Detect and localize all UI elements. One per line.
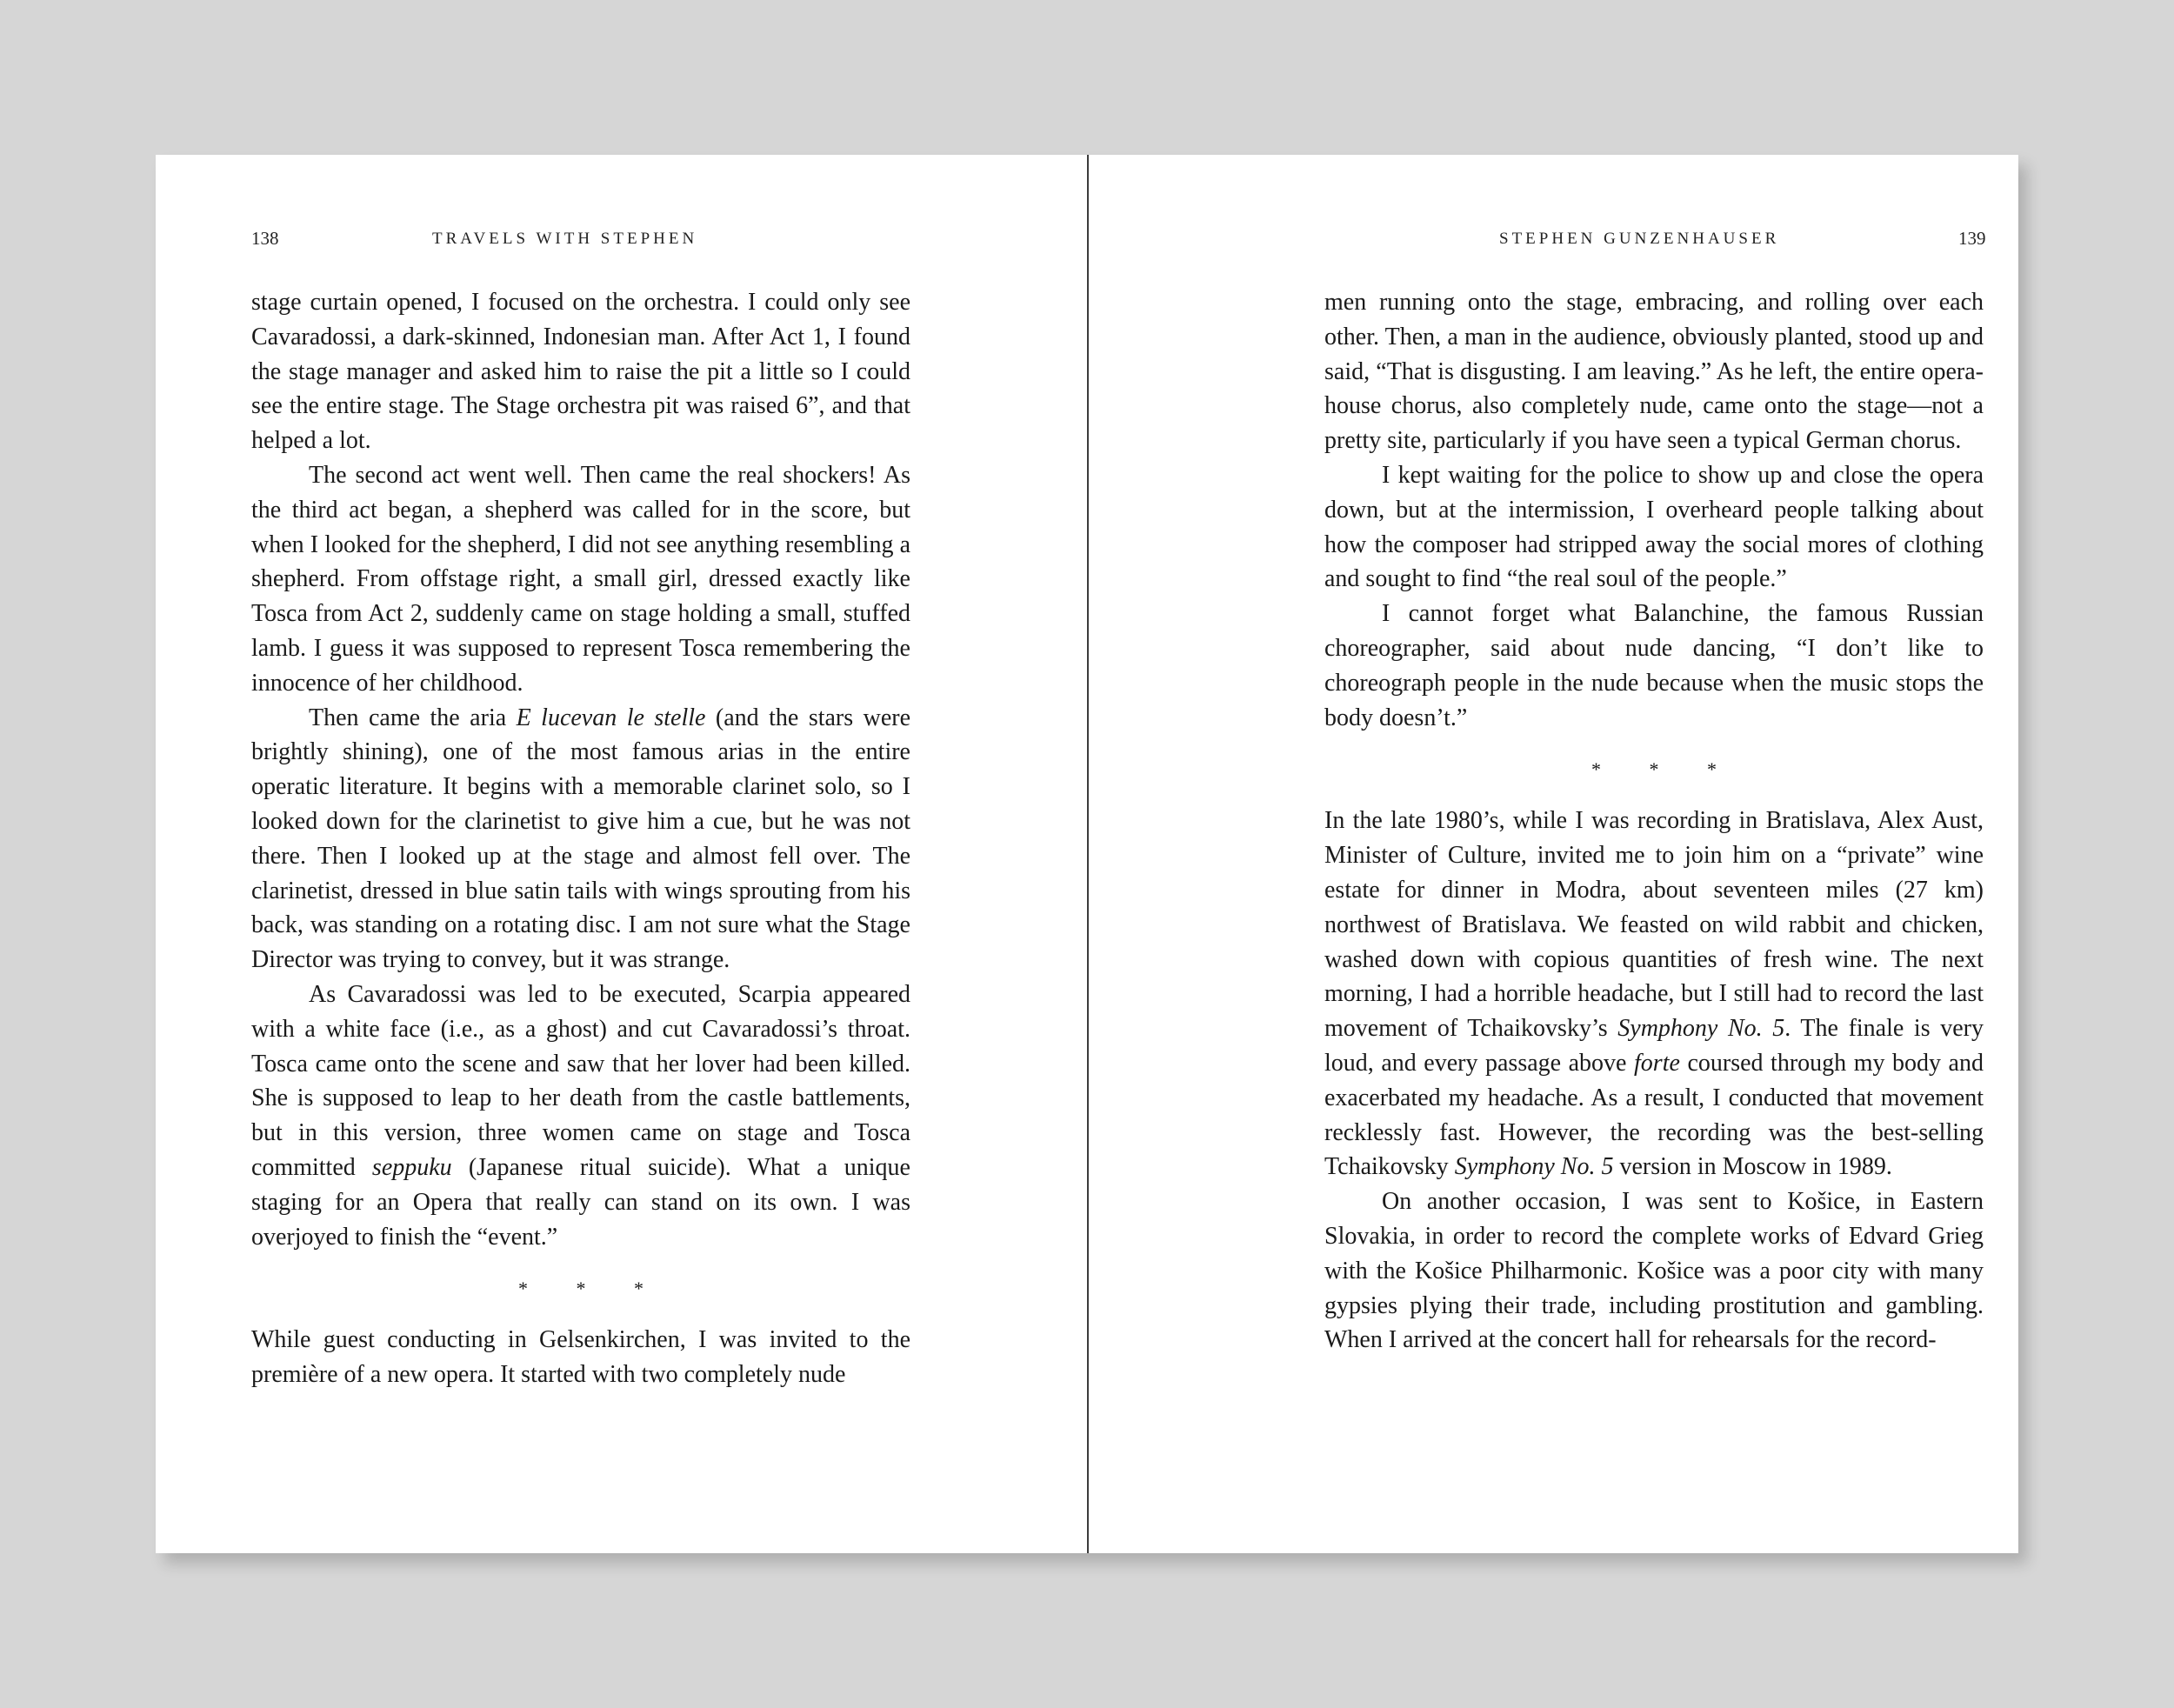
page-number: 139 (1958, 228, 1986, 249)
paragraph: Then came the aria E lucevan le stelle (and the stars were brightly shining), one of the most famous arias in the entire operatic literature. It begins with a memorable clarinet solo, so I looked down for the clarinetist to give him a cue, but he was not there. Then I looked up at the stage and almost fell over. The clarinetist, dressed in blue satin tails with wings sprouting from his back, was standing on a rotating disc. I am not sure what the Stage Director was trying to convey, but it was strange. (251, 704, 910, 974)
paragraph: On another occasion, I was sent to Košice, in Eastern Slovakia, in order to record the complete works of Edvard Grieg with the Košice Philharmonic. Košice was a poor city with many gypsies plying their trade, including prostitution and gambling. When I arrived at the concert hall for rehearsals for the record- (1324, 1188, 1984, 1354)
right-page (1089, 155, 2018, 1553)
paragraph: While guest conducting in Gelsenkirchen, I was invited to the première of a new opera. It started with two completely nude (251, 1326, 910, 1389)
book-spread (156, 155, 2018, 1553)
body-text (1324, 285, 1984, 1358)
section-break-ornament: * * * (518, 1278, 644, 1300)
italic-title: E lucevan le stelle (516, 704, 706, 731)
paragraph: As Cavaradossi was led to be executed, Scarpia appeared with a white face (i.e., as a ghost) and cut Cavaradossi’s throat. Tosca came onto the scene and saw that her lover had been killed. She is supposed to leap to her death from the castle battlements, but in this version, three women came on stage and Tosca committed seppuku (Japanese ritual suicide). What a unique staging for an Opera that really can stand on its own. I was overjoyed to finish the “event.” (251, 980, 910, 1251)
section-break-ornament: * * * (1591, 758, 1717, 781)
italic-term: forte (1634, 1049, 1680, 1077)
paragraph: men running onto the stage, embracing, and rolling over each other. Then, a man in the audience, obviously planted, stood up and said, “That is disgusting. I am leaving.” As he left, the entire opera-house chorus, also completely nude, came onto the stage—not a pretty site, particularly if you have seen a typical German chorus. (1324, 289, 1984, 455)
italic-title: Symphony No. 5 (1454, 1153, 1614, 1181)
paragraph: In the late 1980’s, while I was recording in Bratislava, Alex Aust, Minister of Culture, invited me to join him on a “private” wine estate for dinner in Modra, about seventeen miles (27 km) northwest of Bratislava. We feasted on wild rabbit and chicken, washed down with copious quantities of fresh wine. The next morning, I had a horrible headache, but I still had to record the last movement of Tchaikovsky’s Symphony No. 5. The finale is very loud, and every passage above forte coursed through my body and exacerbated my headache. As a result, I conducted that movement recklessly fast. However, the recording was the best-selling Tchaikovsky Symphony No. 5 version in Moscow in 1989. (1324, 807, 1984, 1181)
body-text (251, 285, 910, 1392)
paragraph: stage curtain opened, I focused on the orchestra. I could only see Cavaradossi, a dark-skinned, Indonesian man. After Act 1, I found the stage manager and asked him to raise the pit a little so I could see the entire stage. The Stage orchestra pit was raised 6”, and that helped a lot. (251, 289, 910, 455)
left-page (156, 155, 1087, 1553)
paragraph: I kept waiting for the police to show up and close the opera down, but at the intermission, I overheard people talking about how the composer had stripped away the social mores of clothing and sought to find “the real soul of the people.” (1324, 461, 1984, 593)
page-number: 138 (251, 228, 279, 249)
paragraph: I cannot forget what Balanchine, the famous Russian choreographer, said about nude dancing, “I don’t like to choreograph people in the nude because when the music stops the body doesn’t.” (1324, 600, 1984, 731)
italic-term: seppuku (371, 1153, 452, 1181)
italic-title: Symphony No. 5 (1617, 1015, 1785, 1043)
running-head: TRAVELS WITH STEPHEN (432, 230, 698, 248)
paragraph: The second act went well. Then came the real shockers! As the third act began, a shepherd was called for in the score, but when I looked for the shepherd, I did not see anything resembling a shepherd. From offstage right, a small girl, dressed exactly like Tosca from Act 2, suddenly came on stage holding a small, stuffed lamb. I guess it was supposed to represent Tosca remembering the innocence of her childhood. (251, 461, 910, 697)
running-head: STEPHEN GUNZENHAUSER (1499, 230, 1780, 248)
